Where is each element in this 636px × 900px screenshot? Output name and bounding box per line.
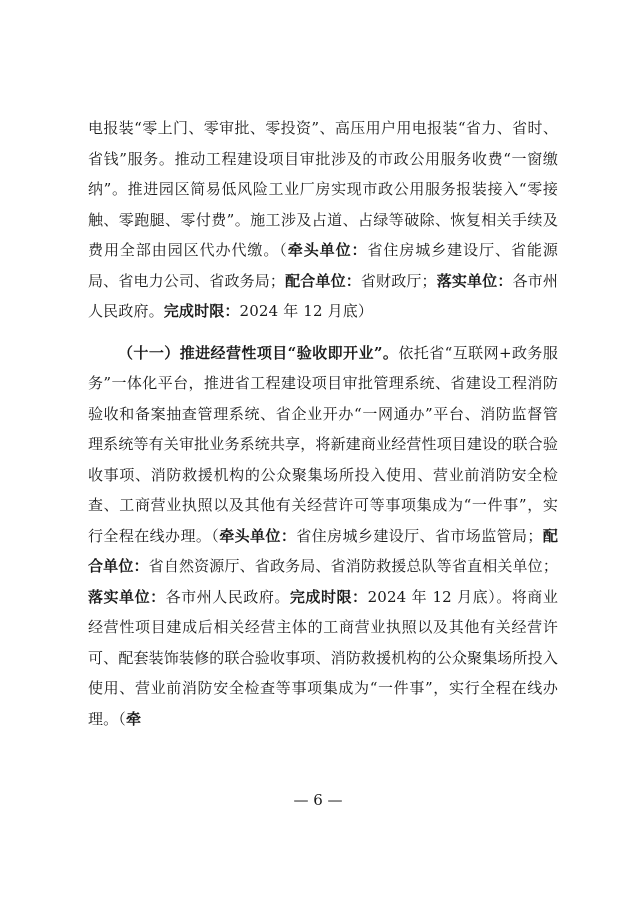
impl-unit-label: 落实单位： [436,271,513,290]
coop-unit: 省财政厅； [360,271,437,290]
lead-unit-label-start: 牵 [125,709,142,728]
impl-unit: 各市州人民政府。 [165,587,290,606]
paragraph-2-continuation: 将商业经营性项目建成后相关经营主体的工商营业执照以及其他有关经营许可、配套装饰装修的联合验收事项、消防救援机构的公众聚集场所投入使用、营业前消防安全检查等事项集成为“一件事”，实行全程在线办理。（ [88,587,558,728]
page-number: — 6 — [293,791,343,809]
impl-unit-label: 落实单位： [88,587,166,606]
deadline-label: 完成时限： [163,302,240,320]
coop-unit-label: 配合单位： [285,271,361,290]
coop-unit: 省自然资源厅、省政务局、省消防救援总队等省直相关单位； [148,557,558,575]
document-body [88,113,558,734]
lead-unit-label: 牵头单位： [287,241,368,259]
section-heading: （十一）推进经营性项目“验收即开业”。 [118,343,399,362]
deadline: 2024 年 12 月底） [239,302,374,320]
coop-unit-label: 配合单位： [88,526,558,575]
lead-unit: 省住房城乡建设厅、省能源局、省电力公司、省政务局； [88,241,558,290]
impl-unit: 各市州人民政府。 [88,271,558,320]
lead-unit: 省住房城乡建设厅、省市场监管局； [296,526,543,545]
lead-unit-label: 牵头单位： [219,526,297,545]
paragraph-2 [88,338,558,735]
deadline-label: 完成时限： [289,587,368,606]
paragraph-1-text: 电报装“零上门、零审批、零投资”、高压用户用电报装“省力、省时、省钱”服务。推动工程建设项目审批涉及的市政公用服务收费“一窗缴纳”。推进园区简易低风险工业厂房实现市政公用服务报装接入“零接触、零跑腿、零付费”。施工涉及占道、占绿等破除、恢复相关手续及费用全部由园区代办代缴。（ [88,119,558,259]
paragraph-2-text: 依托省“互联网+政务服务”一体化平台，推进省工程建设项目审批管理系统、省建设工程消防验收和备案抽查管理系统、省企业开办“一网通办”平台、消防监督管理系统等有关审批业务系统共享，将新建商业经营性项目建设的联合验收事项、消防救援机构的公众聚集场所投入使用、营业前消防安全检查、工商营业执照以及其他有关经营许可等事项集成为“一件事”，实行全程在线办理。（ [88,343,559,545]
deadline: 2024 年 12 月底）。 [367,587,512,606]
paragraph-1 [88,113,558,327]
